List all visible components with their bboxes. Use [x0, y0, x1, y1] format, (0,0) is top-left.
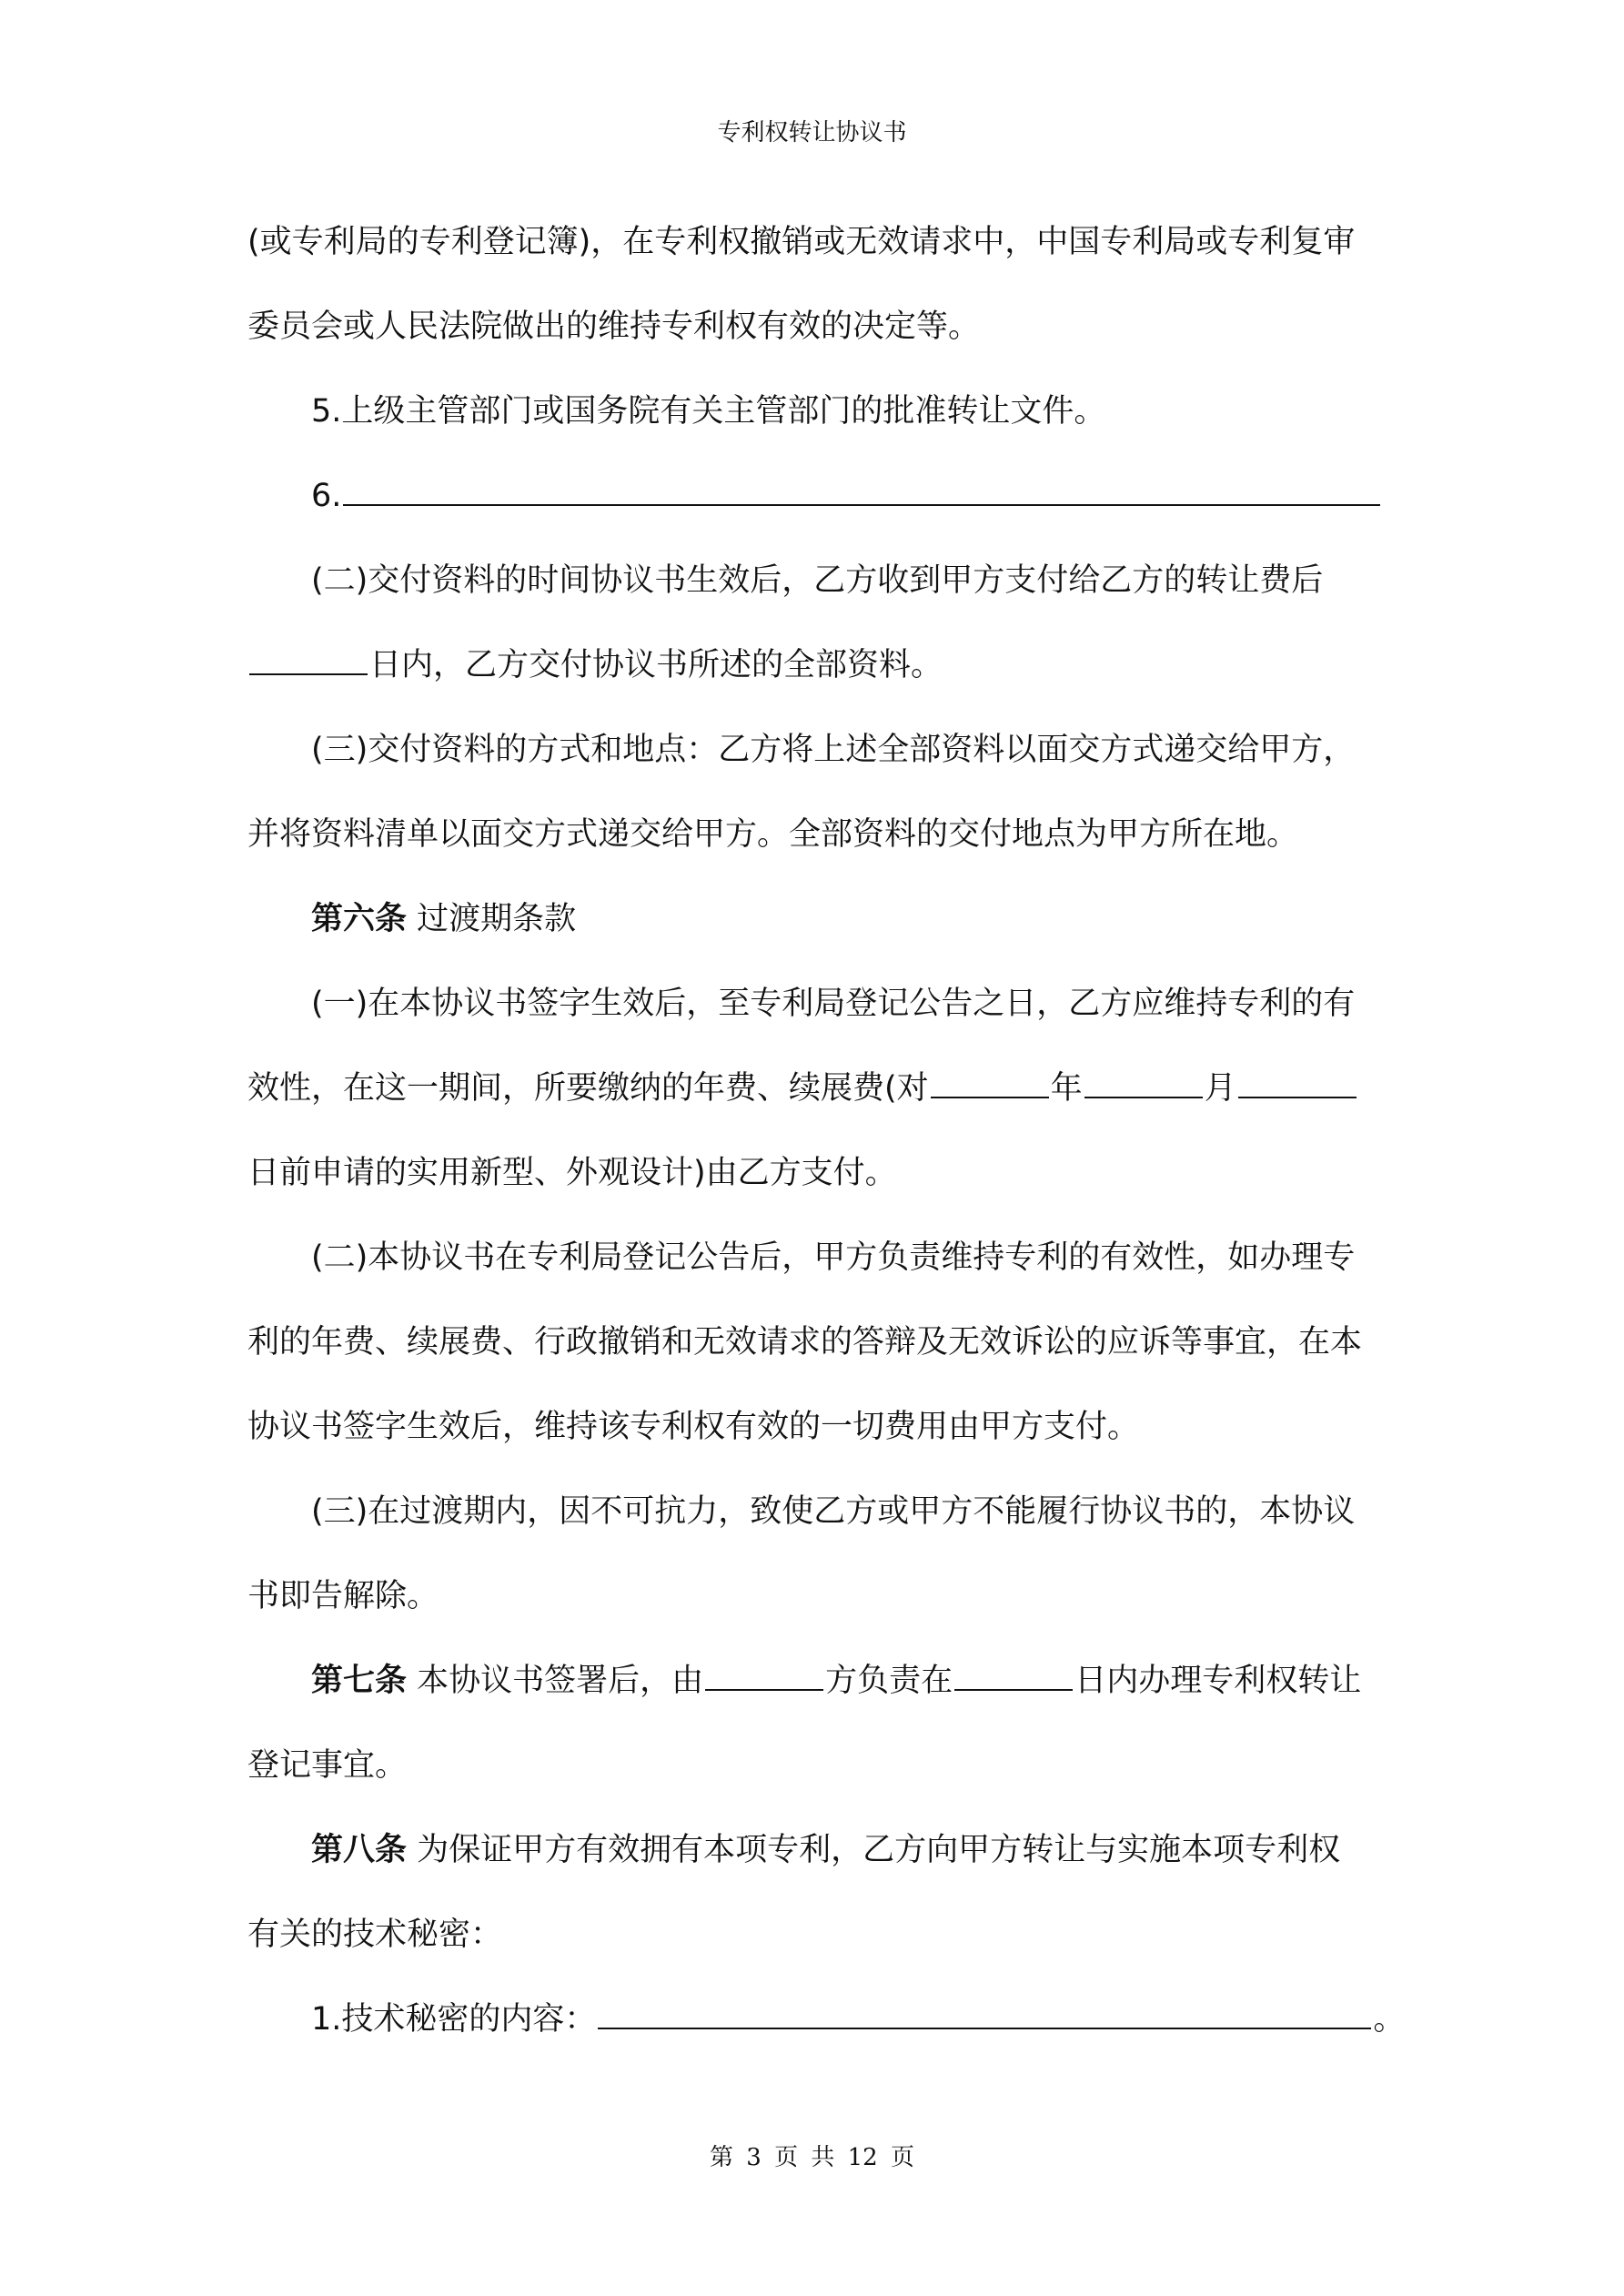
paragraph-line: 并将资料清单以面交方式递交给甲方。全部资料的交付地点为甲方所在地。 [247, 816, 1299, 853]
paragraph-line: (一)在本协议书签字生效后，至专利局登记公告之日，乙方应维持专利的有 [311, 986, 1356, 1022]
paragraph-line: 委员会或人民法院做出的维持专利权有效的决定等。 [247, 308, 981, 345]
document-body [247, 200, 1406, 2062]
fill-in-blank [954, 1658, 1073, 1691]
page-header [0, 116, 1624, 149]
paragraph-line: 书即告解除。 [247, 1578, 439, 1614]
fill-in-blank [598, 1997, 1371, 2029]
fill-in-blank [249, 642, 368, 675]
paragraph-line: 登记事宜。 [247, 1747, 408, 1784]
fill-in-blank [1084, 1066, 1203, 1098]
page-number: 第 3 页 共 12 页 [710, 2144, 914, 2171]
fill-in-blank [343, 473, 1380, 506]
article-heading: 第七条 本协议书签署后，由 方负责在 日内办理专利权转让 [247, 1639, 1388, 1724]
paragraph-line: (二)本协议书在专利局登记公告后，甲方负责维持专利的有效性，如办理专 [311, 1239, 1356, 1276]
fill-in-blank [705, 1658, 823, 1691]
paragraph-line: 协议书签字生效后，维持该专利权有效的一切费用由甲方支付。 [247, 1409, 1140, 1445]
paragraph-line: 5.上级主管部门或国务院有关主管部门的批准转让文件。 [311, 393, 1106, 430]
paragraph-line: 日内，乙方交付协议书所述的全部资料。 [247, 623, 1388, 708]
paragraph-line: (三)在过渡期内，因不可抗力，致使乙方或甲方不能履行协议书的，本协议 [311, 1493, 1356, 1530]
paragraph-line: (三)交付资料的方式和地点：乙方将上述全部资料以面交方式递交给甲方， [311, 732, 1356, 768]
paragraph-line: 利的年费、续展费、行政撤销和无效请求的答辩及无效诉讼的应诉等事宜，在本 [247, 1324, 1363, 1360]
paragraph-line: 1.技术秘密的内容： 。 [247, 1977, 1388, 2062]
fill-in-blank [1238, 1066, 1357, 1098]
fill-in-blank [931, 1066, 1049, 1098]
paragraph-line: 6. [247, 454, 1388, 539]
page-footer [0, 2141, 1624, 2174]
paragraph-line: 有关的技术秘密： [247, 1917, 503, 1953]
paragraph-line: 效性，在这一期间，所要缴纳的年费、续展费(对 年 月 [247, 1047, 1388, 1131]
article-heading: 第六条 过渡期条款 [311, 901, 577, 937]
paragraph-line: 日前申请的实用新型、外观设计)由乙方支付。 [247, 1155, 897, 1191]
paragraph-line: (二)交付资料的时间协议书生效后，乙方收到甲方支付给乙方的转让费后 [311, 562, 1324, 599]
document-title: 专利权转让协议书 [717, 119, 907, 147]
article-heading: 第八条 为保证甲方有效拥有本项专利，乙方向甲方转让与实施本项专利权 [311, 1832, 1341, 1868]
paragraph-line: (或专利局的专利登记簿)，在专利权撤销或无效请求中，中国专利局或专利复审 [247, 224, 1356, 260]
